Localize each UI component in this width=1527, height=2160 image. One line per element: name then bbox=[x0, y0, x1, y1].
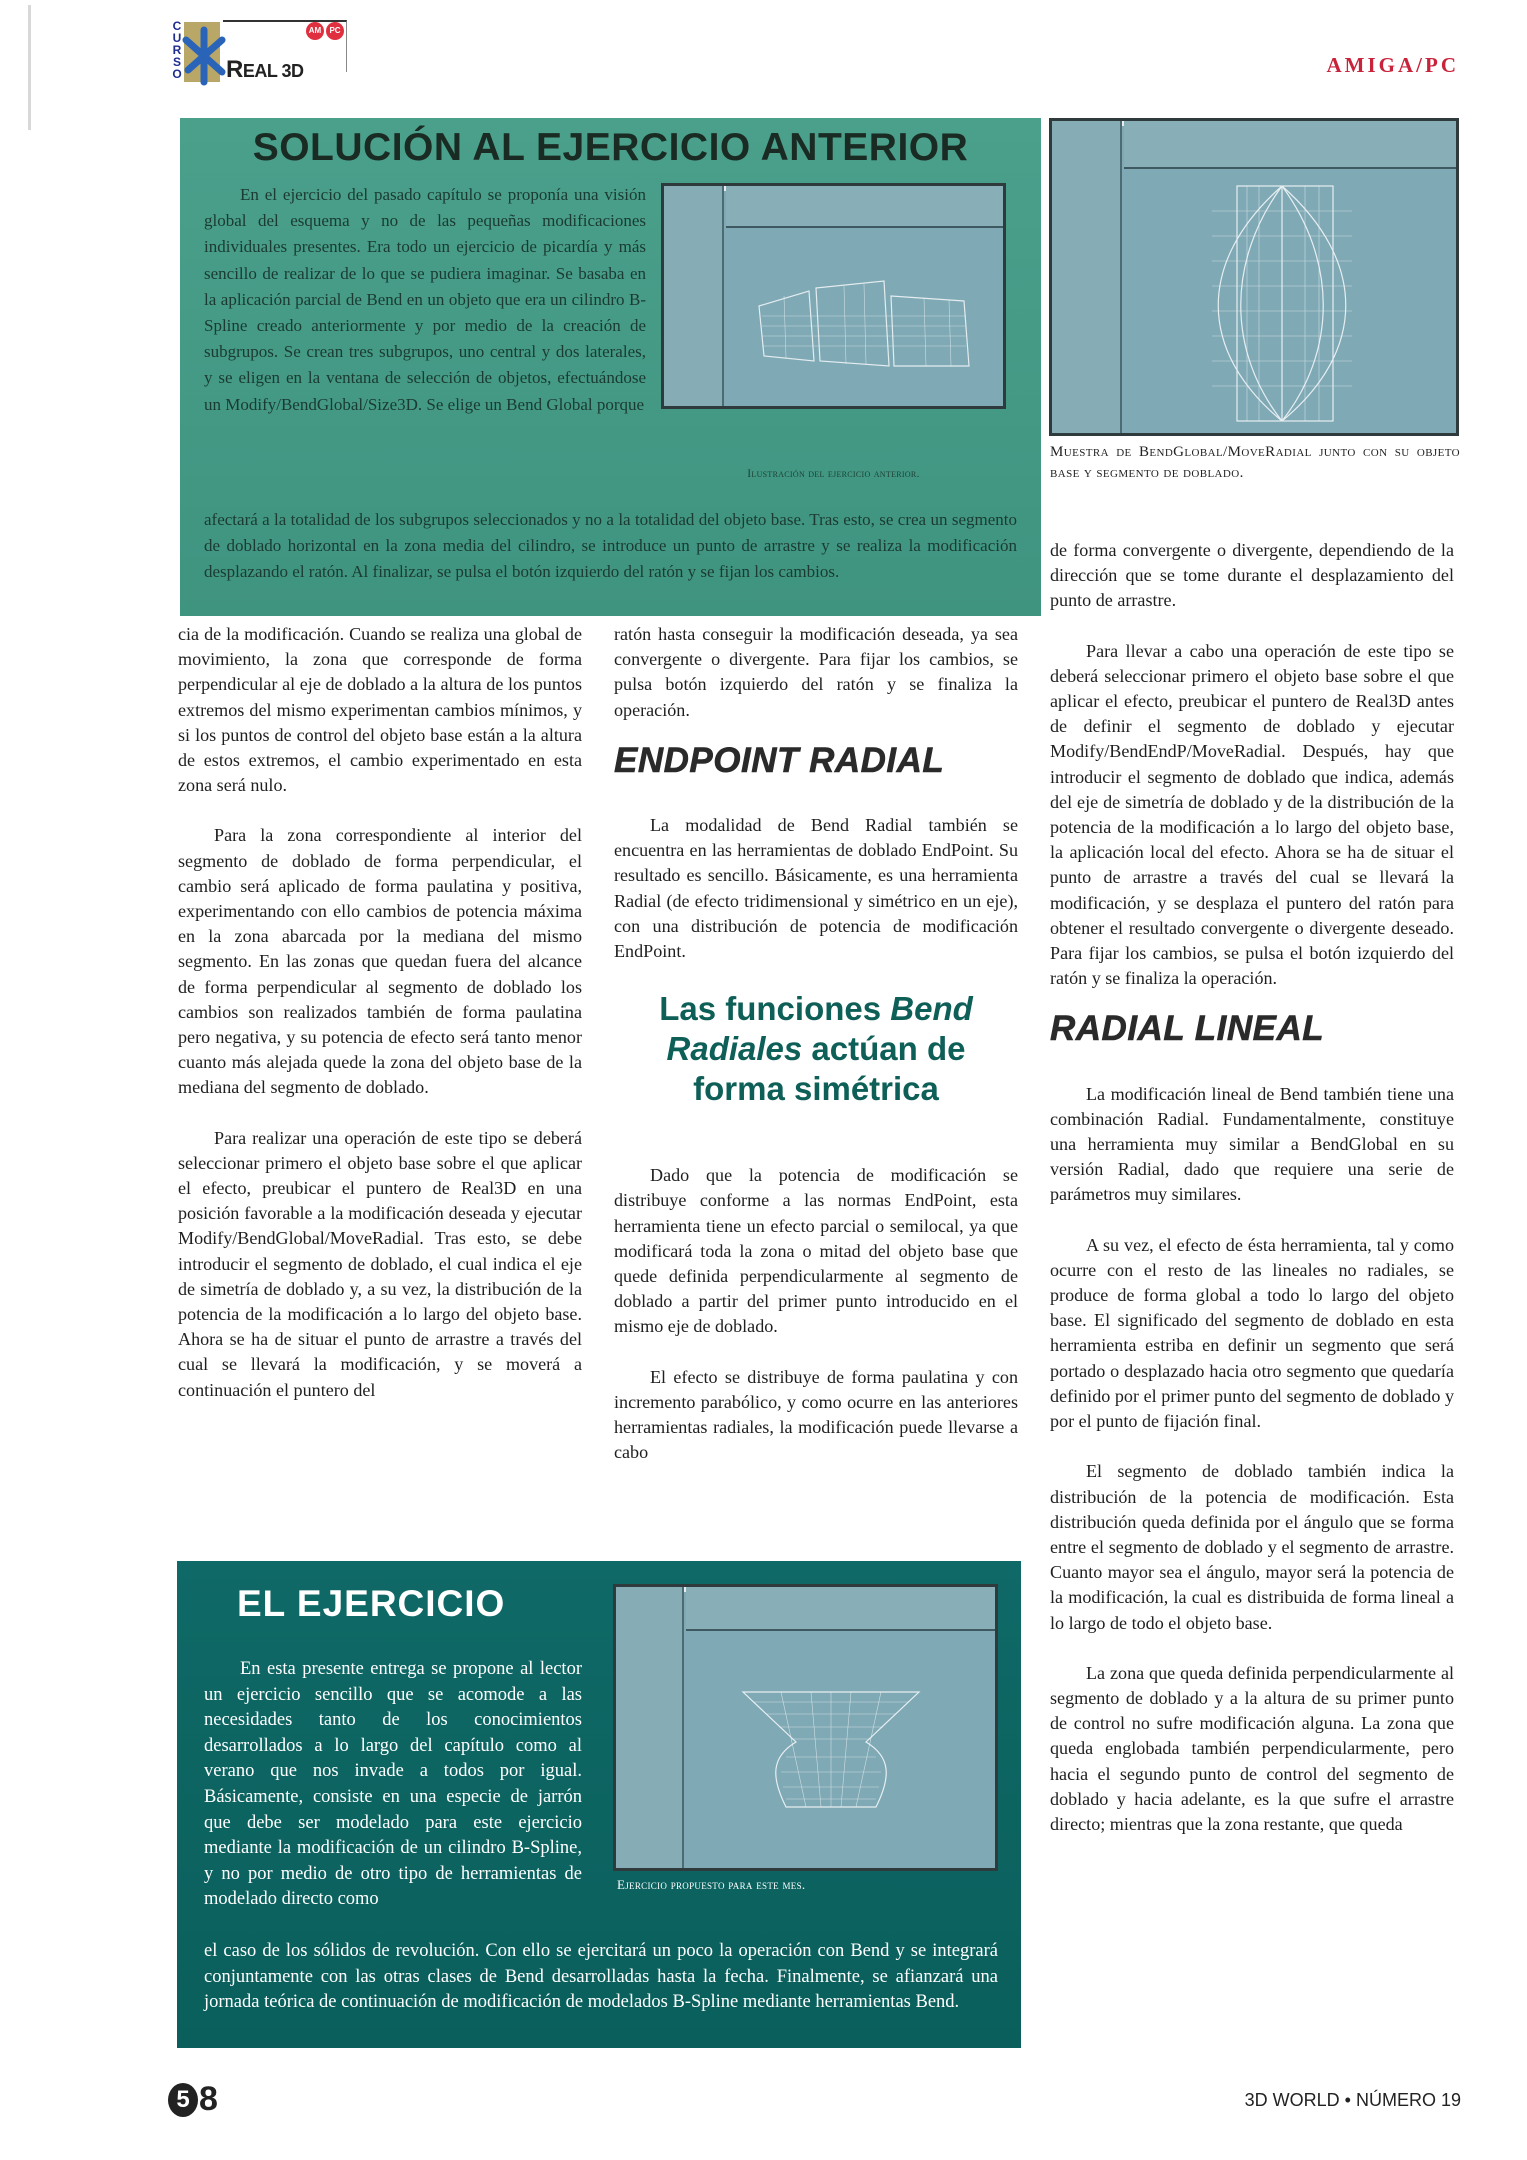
screenshot-toolbar bbox=[1124, 121, 1456, 169]
pull-quote-line-3: forma simétrica bbox=[693, 1070, 939, 1108]
screenshot-sidebar bbox=[1052, 121, 1122, 433]
ejercicio-box bbox=[177, 1561, 1021, 2048]
curso-vertical-label: C U R S O bbox=[172, 19, 182, 81]
publication-issue: 3D WORLD • NÚMERO 19 bbox=[1244, 2090, 1461, 2110]
article-column-1 bbox=[178, 622, 582, 1428]
paragraph: Dado que la potencia de modificación se distribuye conforme a las normas EndPoint, esta herramienta tiene un efecto parcial o semilocal, ya que modificará toda la zona o mitad del objeto base que quede definida perpendicularmente al segmento de doblado a partir del primer punto introducido en el mismo eje de doblado. bbox=[614, 1165, 1018, 1337]
solution-paragraph-bottom: afectará a la totalidad de los subgrupos seleccionados y no a la totalidad del objeto base. Tras esto, se crea un segmento de doblado horizontal en la zona media del cilindro, se introduce un punto de arrastre y se realiza la modificación desplazando el ratón. Al finalizar, se pulsa el botón izquierdo del ratón y se fijan los cambios. bbox=[204, 510, 1017, 582]
page-number bbox=[168, 2080, 218, 2119]
solution-image-caption: Ilustración del ejercicio anterior. bbox=[747, 468, 920, 480]
paragraph: Para realizar una operación de este tipo se deberá seleccionar primero el objeto base sobre el que aplicar el efecto, preubicar el puntero de Real3D en una posición favorable a la modificación deseada y ejecutar Modify/BendGlobal/MoveRadial. Tras esto, se debe introducir el segmento de doblado, el cual indica el eje de simetría de doblado y, a su vez, la distribución de la potencia de la modificación a lo largo del objeto base. Ahora se ha de situar el punto de arrastre a través del cual se llevará la modificación, y se moverá a continuación el puntero del bbox=[178, 1127, 582, 1400]
ejercicio-paragraph-top: En esta presente entrega se propone al lector un ejercicio sencillo que se acomode a las necesidades tanto de los conocimientos desarrollados a lo largo del capítulo como al verano que nos invade a todos por igual. Básicamente, consiste en una especie de jarrón que debe ser modelado para este ejercicio mediante la modificación de un cilindro B-Spline, y no por medio de otro tipo de herramientas de modelado directo como bbox=[204, 1659, 582, 1910]
solution-paragraph-top: En el ejercicio del pasado capítulo se proponía una visión global del esquema y no de las pequeñas modificaciones individuales presentes. Era todo un ejercicio de picardía y más sencillo de realizar de lo que se pudiera imaginar. Se basaba en la aplicación parcial de Bend en un objeto que era un cilindro B-Spline creado anteriormente y por medio de la creación de subgrupos. Se crean tres subgrupos, uno central y dos laterales, y se eligen en la ventana de selección de objetos, efectuándose un Modify/BendGlobal/Size3D. Se elige un Bend Global porque bbox=[204, 185, 646, 414]
platform-label: AMIGA/PC bbox=[1326, 53, 1459, 77]
curso-real3d-logo bbox=[170, 18, 440, 86]
screenshot-toolbar bbox=[686, 1587, 995, 1631]
paragraph: La zona que queda definida perpendicularmente al segmento de doblado y a la altura de su primer punto de control no sufre modificación alguna. La zona que queda englobada también perpendicularmente, pero hacia el segundo punto de control del segmento de doblado y hacia adelante, es la que sufre el arrastre directo; mientras que la zona restante, que queda bbox=[1050, 1662, 1454, 1834]
paragraph: ratón hasta conseguir la modificación deseada, ya sea convergente o divergente. Para fijar los cambios, se pulsa botón izquierdo del ratón y se finaliza la operación. bbox=[614, 624, 1018, 720]
paragraph: A su vez, el efecto de ésta herramienta, tal y como ocurre con el resto de las lineales no radiales, se produce de forma global a todo lo largo del objeto base. El significado del segmento de doblado en esta herramienta estriba en definir un segmento que será portado o desplazado hacia otro segmento que quedaría definido por el primer punto del segmento de doblado y por el punto de fijación final. bbox=[1050, 1234, 1454, 1432]
ejercicio-image-caption: Ejercicio propuesto para este mes. bbox=[617, 1877, 806, 1892]
star-burst-icon bbox=[180, 26, 228, 86]
paragraph: El efecto se distribuye de forma paulatina y con incremento parabólico, y como ocurre en las anteriores herramientas radiales, la modificación puede llevarse a cabo bbox=[614, 1366, 1018, 1463]
screenshot-sidebar bbox=[616, 1587, 684, 1868]
paragraph: Para la zona correspondiente al interior del segmento de doblado de forma perpendicular, el cambio será aplicado de forma paulatina y positiva, experimentando con ello cambios de potencia máxima en la zona abarcada por la mediana del mismo segmento. En las zonas que quedan fuera del alcance de forma perpendicular al segmento de doblado los cambios son realizados también de forma paulatina pero negativa, y su potencia de efecto será tanto menor cuanto más alejada quede la zona del objeto base de la mediana del segmento de doblado. bbox=[178, 825, 582, 1098]
page-number-digit: 8 bbox=[199, 2080, 218, 2118]
proposed-exercise-screenshot bbox=[613, 1584, 998, 1871]
page-number-circled-digit: 5 bbox=[168, 2083, 198, 2117]
badge-amiga: AM bbox=[306, 22, 324, 40]
logo-title bbox=[226, 56, 304, 84]
pull-quote bbox=[614, 989, 1018, 1109]
bendglobal-moveradial-screenshot bbox=[1049, 118, 1459, 436]
badge-pc: PC bbox=[326, 22, 344, 40]
solution-title: SOLUCIÓN AL EJERCICIO ANTERIOR bbox=[252, 126, 969, 169]
paragraph: El segmento de doblado también indica la distribución de la potencia de modificación. Esta distribución queda definida por el ángulo que se forma entre el segmento de doblado y el segmento de arrastre. Cuanto mayor sea el ángulo, mayor será la potencia de la modificación, la cual es distribuida de forma lineal a lo largo de todo el objeto base. bbox=[1050, 1461, 1454, 1633]
article-column-2 bbox=[614, 622, 1018, 1490]
section-heading-radial-lineal: RADIAL LINEAL bbox=[1050, 1009, 1325, 1049]
page-binding-line bbox=[28, 5, 31, 130]
logo-title-rest: EAL 3D bbox=[242, 61, 304, 81]
pull-quote-text: Las funciones bbox=[659, 990, 891, 1028]
pull-quote-italic: Bend bbox=[890, 990, 973, 1028]
bendglobal-image-caption: Muestra de BendGlobal/MoveRadial junto con su objeto base y segmento de doblado. bbox=[1050, 444, 1460, 481]
paragraph: Para llevar a cabo una operación de este tipo se deberá seleccionar primero el objeto base sobre el que aplicar el efecto, preubicar el puntero de Real3D antes de definir el segmento de doblado y ejecutar Modify/BendEndP/MoveRadial. Después, hay que introducir el segmento de doblado que indica, además del eje de simetría de doblado y de la distribución de la potencia de la modificación a lo largo del objeto base, la aplicación local del efecto. Ahora se ha de situar el punto de arrastre a través del cual se llevará la modificación, y se desplaza el puntero del ratón para obtener el resultado convergente o divergente deseado. Para fijar los cambios, se pulsa el botón izquierdo del ratón y se finaliza la operación. bbox=[1050, 640, 1454, 989]
vase-wireframe-icon bbox=[741, 1687, 921, 1817]
paragraph: cia de la modificación. Cuando se realiza una global de movimiento, la zona que corresponde de forma perpendicular al eje de doblado a la altura de los puntos extremos del mismo experimentan cambios mínimos, y si los puntos de control del objeto base están a la altura de estos extremos, el cambio experimentado en esta zona será nulo. bbox=[178, 624, 582, 796]
ejercicio-paragraph-bottom: el caso de los sólidos de revolución. Con ello se ejercitará un poco la operación con Bend y se integrará conjuntamente con las otras clases de Bend desarrolladas hasta la fecha. Finalmente, se afianzará una jornada teórica de continuación de modificación de modelados B-Spline mediante herramientas Bend. bbox=[204, 1941, 998, 2013]
screenshot-toolbar bbox=[726, 186, 1003, 228]
paragraph: de forma convergente o divergente, dependiendo de la dirección que se tome durante el desplazamiento del punto de arrastre. bbox=[1050, 540, 1454, 611]
pull-quote-line-1 bbox=[614, 989, 1018, 1029]
paragraph: La modalidad de Bend Radial también se encuentra en las herramientas de doblado EndPoint. Su resultado es sencillo. Básicamente, es una herramienta Radial (de efecto tridimensional y simétrico en un eje), con una distribución de potencia de modificación EndPoint. bbox=[614, 815, 1018, 962]
article-column-3 bbox=[1050, 538, 1454, 1862]
screenshot-sidebar bbox=[664, 186, 724, 406]
section-heading-endpoint-radial: ENDPOINT RADIAL bbox=[614, 740, 945, 780]
segmented-cylinder-wireframe-icon bbox=[754, 266, 979, 376]
pull-quote-italic: Radiales bbox=[666, 1030, 803, 1068]
previous-exercise-screenshot bbox=[661, 183, 1006, 409]
logo-title-initial: R bbox=[226, 56, 243, 83]
ejercicio-title: EL EJERCICIO bbox=[237, 1583, 506, 1624]
solution-box bbox=[180, 118, 1041, 616]
paragraph: La modificación lineal de Bend también tiene una combinación Radial. Fundamentalmente, constituye una herramienta muy similar a BendGlobal en su versión Radial, dado que requiere una serie de parámetros muy similares. bbox=[1050, 1083, 1454, 1205]
pull-quote-line-2 bbox=[614, 1029, 1018, 1069]
radial-bend-wireframe-icon bbox=[1207, 181, 1357, 431]
pull-quote-text: actúan de bbox=[802, 1030, 966, 1068]
